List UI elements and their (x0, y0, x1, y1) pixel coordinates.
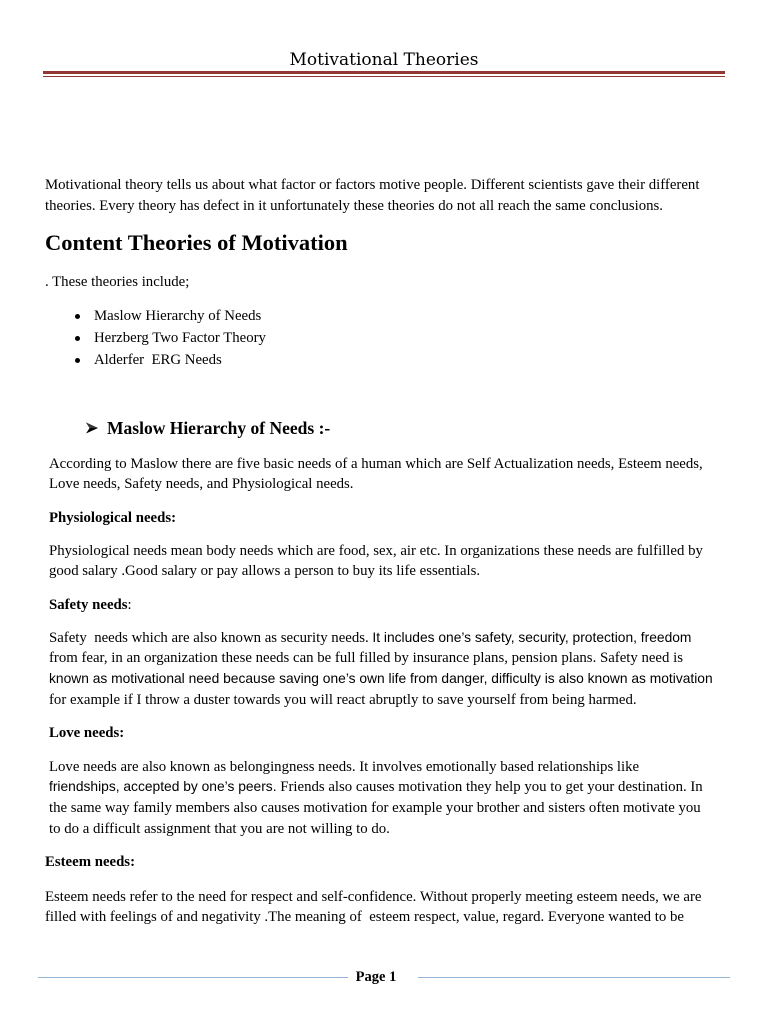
esteem-needs-paragraph: Esteem needs refer to the need for respect and self-confidence. Without properly meeting esteem needs, we are filled with feelings of and negativity .The meaning of esteem respect, value, regard. Everyone wanted to be (45, 888, 706, 926)
paragraph-segment: It includes one’s safety, security, protection, freedom (372, 629, 692, 645)
list-item-label: Alderfer ERG Needs (94, 352, 222, 368)
list-item-herzberg (0, 327, 420, 349)
list-item-alderfer (0, 349, 420, 371)
page-number: Page 1 (355, 969, 397, 985)
subsection-heading-maslow: Maslow Hierarchy of Needs :- (107, 418, 331, 438)
maslow-intro-paragraph: According to Maslow there are five basic needs of a human which are Self Actualization needs, Esteem needs, Love needs, Safety needs, and Physiological needs. (49, 455, 707, 493)
safety-needs-label-colon: : (127, 596, 132, 613)
bullet-icon (75, 336, 80, 341)
paragraph-segment: Safety needs which are also known as security needs. (49, 629, 373, 646)
paragraph-segment: for example if I throw a duster towards you will react abruptly to save yourself from being harmed. (49, 671, 717, 708)
list-item-label: Herzberg Two Factor Theory (94, 330, 266, 346)
intro-paragraph: Motivational theory tells us about what factor or factors motive people. Different scientists gave their different theories. Every theory has defect in it unfortunately these theories do not all reach the same conclusions. (45, 177, 704, 214)
theories-list-lead: . These theories include; (45, 273, 190, 290)
bullet-icon (75, 358, 80, 363)
physiological-needs-label: Physiological needs: (49, 509, 177, 526)
safety-needs-paragraph (49, 628, 720, 711)
arrowhead-bullet-icon (86, 422, 98, 434)
bullet-icon (75, 314, 80, 319)
physiological-needs-paragraph: Physiological needs mean body needs which are food, sex, air etc. In organizations these needs are fulfilled by good salary .Good salary or pay allows a person to buy its life essentials. (49, 542, 707, 580)
list-item-label: Maslow Hierarchy of Needs (94, 308, 262, 324)
list-item-maslow (0, 305, 420, 327)
paragraph-segment: from fear, in an organization these needs can be full filled by insurance plans, pension plans. Safety need is (49, 629, 696, 667)
esteem-needs-label: Esteem needs: (45, 853, 135, 870)
paragraph-segment: known as motivational need because saving one’s own life from danger, difficulty is also known as motivation (49, 671, 713, 687)
love-needs-paragraph (49, 757, 709, 840)
theories-bullet-list (0, 305, 420, 371)
document-header-title: Motivational Theories (289, 50, 479, 70)
paragraph-segment: friendships, accepted by one’s peers. (49, 779, 277, 795)
section-heading-content-theories: Content Theories of Motivation (45, 230, 348, 255)
footer-rule-right (418, 977, 730, 978)
header-double-rule (43, 71, 725, 77)
paragraph-segment: Love needs are also known as belongingness needs. It involves emotionally based relationships like (49, 758, 643, 775)
love-needs-label: Love needs: (49, 724, 125, 741)
footer-rule-left (38, 977, 348, 978)
safety-needs-label-text: Safety needs (49, 596, 128, 613)
safety-needs-label (49, 595, 132, 616)
paragraph-segment: Friends also causes motivation they help you to get your destination. In the same way family members also causes motivation for example your brother and sisters often motivate you to do a difficult assignment that you are not willing to do. (49, 779, 707, 837)
